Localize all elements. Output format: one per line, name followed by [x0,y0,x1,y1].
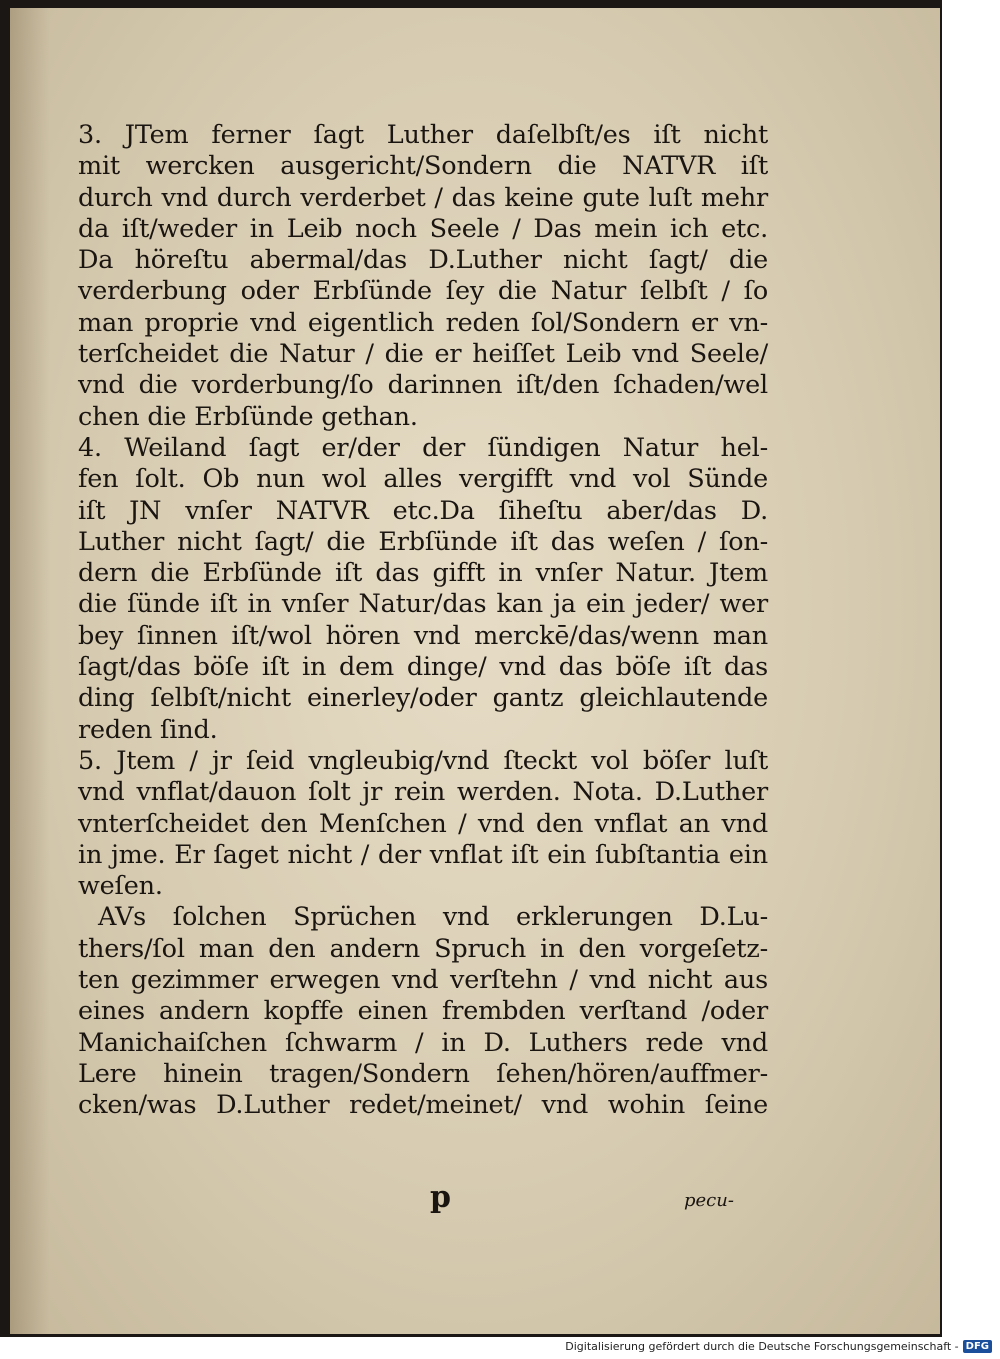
text-line: ſagt/das böſe iſt in dem dinge/ vnd das böſe iſt das [78,652,768,683]
text-line: iſt JN vnſer NATVR etc.Da ſiheſtu aber/das D. [78,495,768,526]
text-line: in jme. Er ſaget nicht / der vnflat iſt ein ſubſtantia ein [78,839,768,870]
text-line: vnd vnflat/dauon ſolt jr rein werden. Nota. D.Luther [78,777,768,808]
text-line: durch vnd durch verderbet / das keine gute luſt mehr [78,182,768,213]
text-line: terſcheidet die Natur / die er heiſſet Leib vnd Seele/ [78,339,768,370]
dfg-logo: DFG [963,1340,992,1353]
text-line: bey ſinnen iſt/wol hören vnd merckē/das/wenn man [78,620,768,651]
page-footer-marks [78,1180,778,1220]
page-body-text [78,120,768,1122]
text-line: da iſt/weder in Leib noch Seele / Das mein ich etc. [78,213,768,244]
text-line: reden ſind. [78,714,218,745]
text-line: dern die Erbſünde iſt das gifft in vnſer Natur. Jtem [78,558,768,589]
catchword: pecu- [684,1190,734,1211]
text-line: Manichaiſchen ſchwarm / in D. Luthers rede vnd [78,1027,768,1058]
text-line: ten gezimmer erwegen vnd verſtehn / vnd nicht aus [78,965,768,996]
text-line: Da höreſtu abermal/das D.Luther nicht ſagt/ die [78,245,768,276]
text-line: eines andern kopffe einen frembden verſtand /oder [78,996,768,1027]
text-line: vnd die vorderbung/ſo darinnen iſt/den ſchaden/wel [78,370,768,401]
signature-mark: p [430,1180,451,1215]
digitization-credit [565,1340,992,1353]
text-line: AVs ſolchen Sprüchen vnd erklerungen D.Lu- [98,902,768,933]
text-line: weſen. [78,871,163,902]
text-line: mit wercken ausgericht/Sondern die NATVR iſt [78,151,768,182]
text-line: Lere hinein tragen/Sondern ſehen/hören/auffmer- [78,1058,768,1089]
text-line: 3. JTem ferner ſagt Luther daſelbſt/es iſt nicht [78,120,768,150]
text-line: thers/ſol man den andern Spruch in den vorgeſetz- [78,933,768,964]
text-line: chen die Erbſünde gethan. [78,401,418,432]
credit-text: Digitalisierung gefördert durch die Deutsche Forschungsgemeinschaft - [565,1340,959,1353]
text-line: vnterſcheidet den Menſchen / vnd den vnflat an vnd [78,808,768,839]
text-line: cken/was D.Luther redet/meinet/ vnd wohin ſeine [78,1090,768,1121]
text-line: die ſünde iſt in vnſer Natur/das kan ja ein jeder/ wer [78,589,768,620]
text-line: man proprie vnd eigentlich reden ſol/Sondern er vn- [78,307,768,338]
text-line: verderbung oder Erbſünde ſey die Natur ſelbſt / ſo [78,276,768,307]
text-line: ding ſelbſt/nicht einerley/oder gantz gleichlautende [78,683,768,714]
text-line: fen ſolt. Ob nun wol alles vergifft vnd vol Sünde [78,464,768,495]
text-line: 4. Weiland ſagt er/der der ſündigen Natur hel- [78,432,768,463]
text-line: Luther nicht ſagt/ die Erbſünde iſt das weſen / ſon- [78,526,768,557]
text-line: 5. Jtem / jr ſeid vngleubig/vnd ſteckt vol böſer luſt [78,745,768,776]
page-gutter-shadow [10,8,50,1334]
